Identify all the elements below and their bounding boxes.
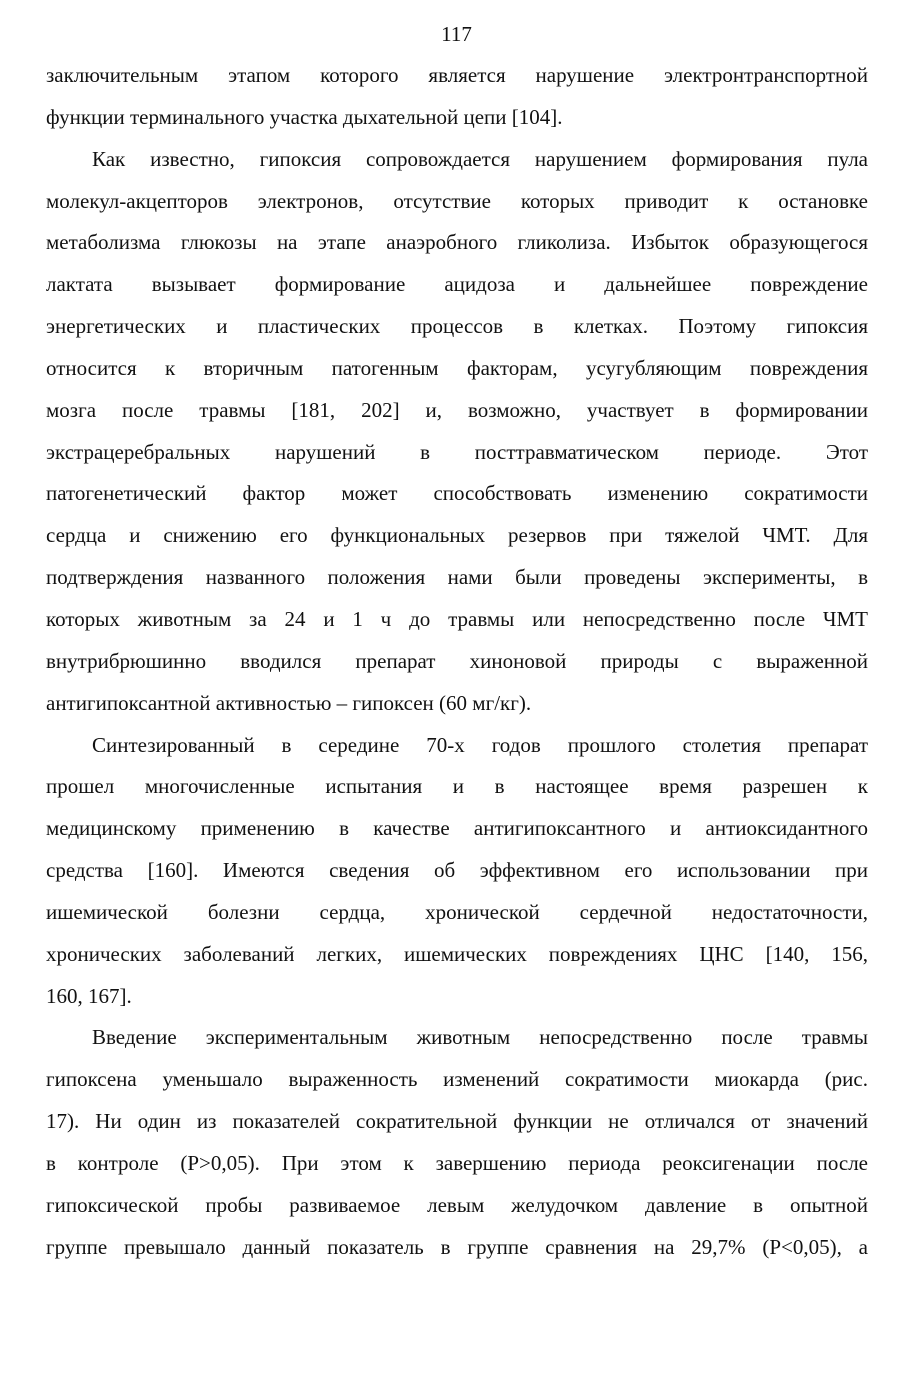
text-line: которых животным за 24 и 1 ч до травмы или непосредственно после ЧМТ [46, 606, 868, 631]
text-line: 17). Ни один из показателей сократительной функции не отличался от значений [46, 1109, 868, 1134]
text-line: в контроле (P>0,05). При этом к завершению периода реоксигенации после [46, 1150, 868, 1175]
text-line: относится к вторичным патогенным факторам, усугубляющим повреждения [46, 355, 868, 380]
page-number: 117 [441, 22, 472, 46]
text-line: Введение экспериментальным животным непосредственно после травмы [92, 1025, 868, 1050]
text-line: Как известно, гипоксия сопровождается нарушением формирования пула [92, 146, 868, 171]
text-line: ишемической болезни сердца, хронической сердечной недостаточности, [46, 899, 868, 924]
text-line: гипоксена уменьшало выраженность изменений сократимости миокарда (рис. [46, 1067, 868, 1092]
text-line: хронических заболеваний легких, ишемических повреждениях ЦНС [140, 156, [46, 941, 868, 966]
text-line: мозга после травмы [181, 202] и, возможно, участвует в формировании [46, 397, 868, 422]
text-line: антигипоксантной активностью – гипоксен (60 мг/кг). [46, 690, 532, 715]
text-line: подтверждения названного положения нами были проведены эксперименты, в [46, 565, 868, 590]
text-line: экстрацеребральных нарушений в посттравматическом периоде. Этот [46, 439, 868, 464]
text-line: 160, 167]. [46, 983, 132, 1008]
text-line: медицинскому применению в качестве антигипоксантного и антиоксидантного [46, 816, 868, 841]
text-line: внутрибрюшинно вводился препарат хиноновой природы с выраженной [46, 648, 868, 673]
text-line: гипоксической пробы развиваемое левым желудочком давление в опытной [46, 1192, 868, 1217]
text-line: группе превышало данный показатель в группе сравнения на 29,7% (P<0,05), а [46, 1234, 868, 1259]
text-line: прошел многочисленные испытания и в настоящее время разрешен к [46, 774, 868, 799]
text-line: энергетических и пластических процессов в клетках. Поэтому гипоксия [46, 314, 868, 339]
text-line: молекул-акцепторов электронов, отсутствие которых приводит к остановке [46, 188, 868, 213]
body-text [46, 55, 868, 1268]
text-line: лактата вызывает формирование ацидоза и дальнейшее повреждение [46, 272, 868, 297]
text-line: Синтезированный в середине 70-х годов прошлого столетия препарат [92, 732, 868, 757]
text-line: метаболизма глюкозы на этапе анаэробного гликолиза. Избыток образующегося [46, 230, 868, 255]
text-line: функции терминального участка дыхательной цепи [104]. [46, 104, 563, 129]
text-line: средства [160]. Имеются сведения об эффективном его использовании при [46, 858, 868, 883]
text-line: сердца и снижению его функциональных резервов при тяжелой ЧМТ. Для [46, 523, 868, 548]
text-line: патогенетический фактор может способствовать изменению сократимости [46, 481, 868, 506]
text-line: заключительным этапом которого является нарушение электронтранспортной [46, 63, 868, 87]
